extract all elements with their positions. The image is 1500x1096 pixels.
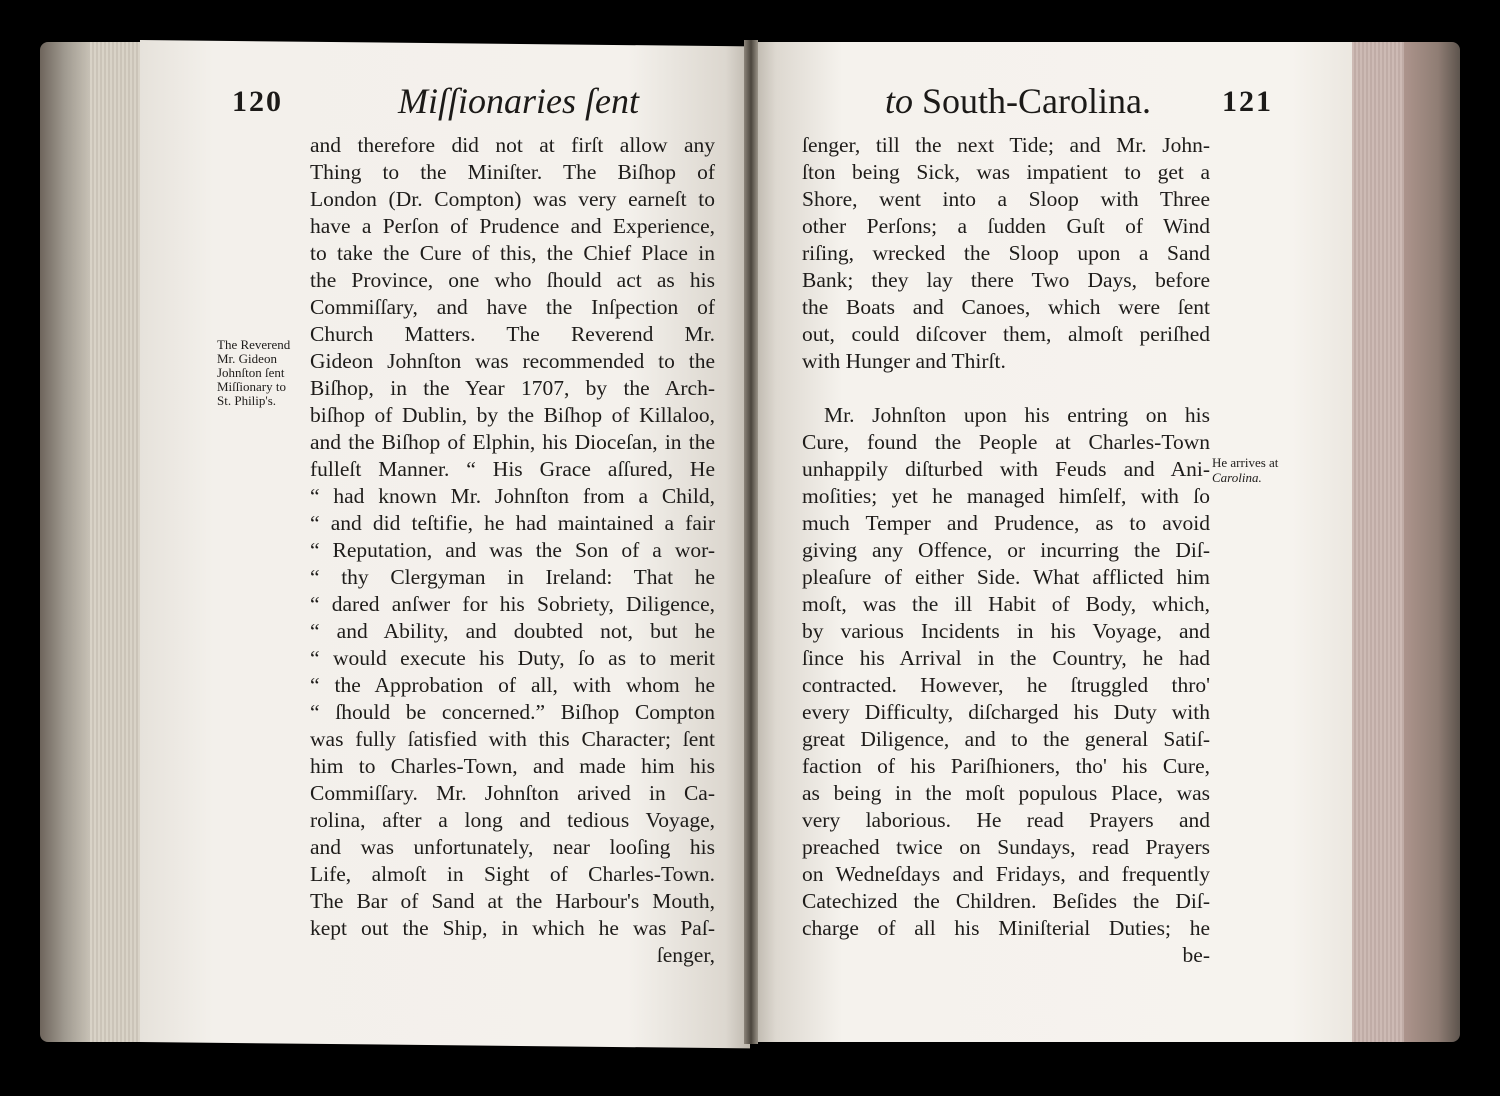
text-line: “ thy Clergyman in Ireland: That he [310, 565, 715, 589]
right-page-number: 121 [1222, 85, 1273, 118]
text-line: preached twice on Sundays, read Prayers [802, 835, 1210, 859]
text-line: charge of all his Miniſterial Duties; he [802, 916, 1210, 940]
right-running-head [885, 80, 1151, 122]
text-line: contracted. However, he ſtruggled thro' [802, 673, 1210, 697]
text-line: Shore, went into a Sloop with Three [802, 187, 1210, 211]
text-line: Biſhop, in the Year 1707, by the Arch- [310, 376, 715, 400]
margin-note-line: Carolina. [1212, 470, 1262, 485]
right-running-head-title: South-Carolina. [922, 81, 1151, 121]
text-line: Cure, found the People at Charles-Town [802, 430, 1210, 454]
text-line: with Hunger and Thirſt. [802, 349, 1006, 373]
text-line: the Province, one who ſhould act as his [310, 268, 715, 292]
text-line: Bank; they lay there Two Days, before [802, 268, 1210, 292]
text-line: The Bar of Sand at the Harbour's Mouth, [310, 889, 715, 913]
text-line: have a Perſon of Prudence and Experience, [310, 214, 715, 238]
left-page-block [90, 42, 145, 1042]
text-line: moſities; yet he managed himſelf, with ſo [802, 484, 1210, 508]
text-line: and the Biſhop of Elphin, his Dioceſan, in the [310, 430, 715, 454]
text-line: as being in the moſt populous Place, was [802, 781, 1210, 805]
text-line: “ the Approbation of all, with whom he [310, 673, 715, 697]
left-running-head: Miſſionaries ſent [398, 81, 639, 121]
margin-note-line: Johnſton ſent [217, 365, 285, 380]
text-line: by various Incidents in his Voyage, and [802, 619, 1210, 643]
text-line: rolina, after a long and tedious Voyage, [310, 808, 715, 832]
text-line: ſenger, till the next Tide; and Mr. John- [802, 133, 1210, 157]
catchword: be- [1182, 943, 1210, 967]
text-line: biſhop of Dublin, by the Biſhop of Killaloo, [310, 403, 715, 427]
text-line: Church Matters. The Reverend Mr. [310, 322, 715, 346]
text-line: riſing, wrecked the Sloop upon a Sand [802, 241, 1210, 265]
text-line: “ dared anſwer for his Sobriety, Diligence, [310, 592, 715, 616]
text-line: Thing to the Miniſter. The Biſhop of [310, 160, 715, 184]
text-line: pleaſure of either Side. What afflicted him [802, 565, 1210, 589]
margin-note-line: The Reverend [217, 337, 291, 352]
text-line: the Boats and Canoes, which were ſent [802, 295, 1210, 319]
text-line: Life, almoſt in Sight of Charles-Town. [310, 862, 715, 886]
text-line: ſince his Arrival in the Country, he had [802, 646, 1210, 670]
right-page-block [1352, 42, 1404, 1042]
catchword: ſenger, [656, 943, 715, 967]
left-page-number: 120 [232, 85, 283, 118]
text-line: “ and Ability, and doubted not, but he [310, 619, 715, 643]
margin-note-line: Mr. Gideon [217, 351, 277, 366]
text-line: every Difficulty, diſcharged his Duty with [802, 700, 1210, 724]
text-line: on Wedneſdays and Fridays, and frequently [802, 862, 1210, 886]
text-line: Mr. Johnſton upon his entring on his [824, 403, 1210, 427]
text-line: fulleſt Manner. “ His Grace aſſured, He [310, 457, 715, 481]
text-line: kept out the Ship, in which he was Paſ- [310, 916, 715, 940]
text-line: great Diligence, and to the general Satiſ- [802, 727, 1210, 751]
book-gutter [744, 40, 758, 1044]
text-line: “ would execute his Duty, ſo as to merit [310, 646, 715, 670]
text-line: and was unfortunately, near looſing his [310, 835, 715, 859]
text-line: London (Dr. Compton) was very earneſt to [310, 187, 715, 211]
right-running-head-italic: to [885, 81, 914, 121]
text-line: much Temper and Prudence, as to avoid [802, 511, 1210, 535]
text-line: ſton being Sick, was impatient to get a [802, 160, 1210, 184]
text-line: “ had known Mr. Johnſton from a Child, [310, 484, 715, 508]
text-line: “ and did teſtifie, he had maintained a fair [310, 511, 715, 535]
text-line: “ Reputation, and was the Son of a wor- [310, 538, 715, 562]
text-line: giving any Offence, or incurring the Diſ- [802, 538, 1210, 562]
text-line: “ ſhould be concerned.” Biſhop Compton [310, 700, 715, 724]
text-line: Commiſſary, and have the Inſpection of [310, 295, 715, 319]
text-line: and therefore did not at firſt allow any [310, 133, 715, 157]
margin-note-line: St. Philip's. [217, 393, 277, 408]
text-line: other Perſons; a ſudden Guſt of Wind [802, 214, 1210, 238]
text-line: moſt, was the ill Habit of Body, which, [802, 592, 1210, 616]
margin-note-line: Miſſionary to [217, 379, 286, 394]
text-line: unhappily diſturbed with Feuds and Ani- [802, 457, 1210, 481]
text-line: Catechized the Children. Beſides the Diſ- [802, 889, 1210, 913]
text-line: out, could diſcover them, almoſt periſhed [802, 322, 1210, 346]
text-line: Commiſſary. Mr. Johnſton arived in Ca- [310, 781, 715, 805]
text-line: to take the Cure of this, the Chief Place in [310, 241, 715, 265]
text-line: faction of his Pariſhioners, tho' his Cure, [802, 754, 1210, 778]
text-line: was fully ſatisfied with this Character; ſent [310, 727, 715, 751]
text-line: Gideon Johnſton was recommended to the [310, 349, 715, 373]
text-line: him to Charles-Town, and made him his [310, 754, 715, 778]
margin-note-line: He arrives at [1212, 455, 1279, 470]
text-line: very laborious. He read Prayers and [802, 808, 1210, 832]
